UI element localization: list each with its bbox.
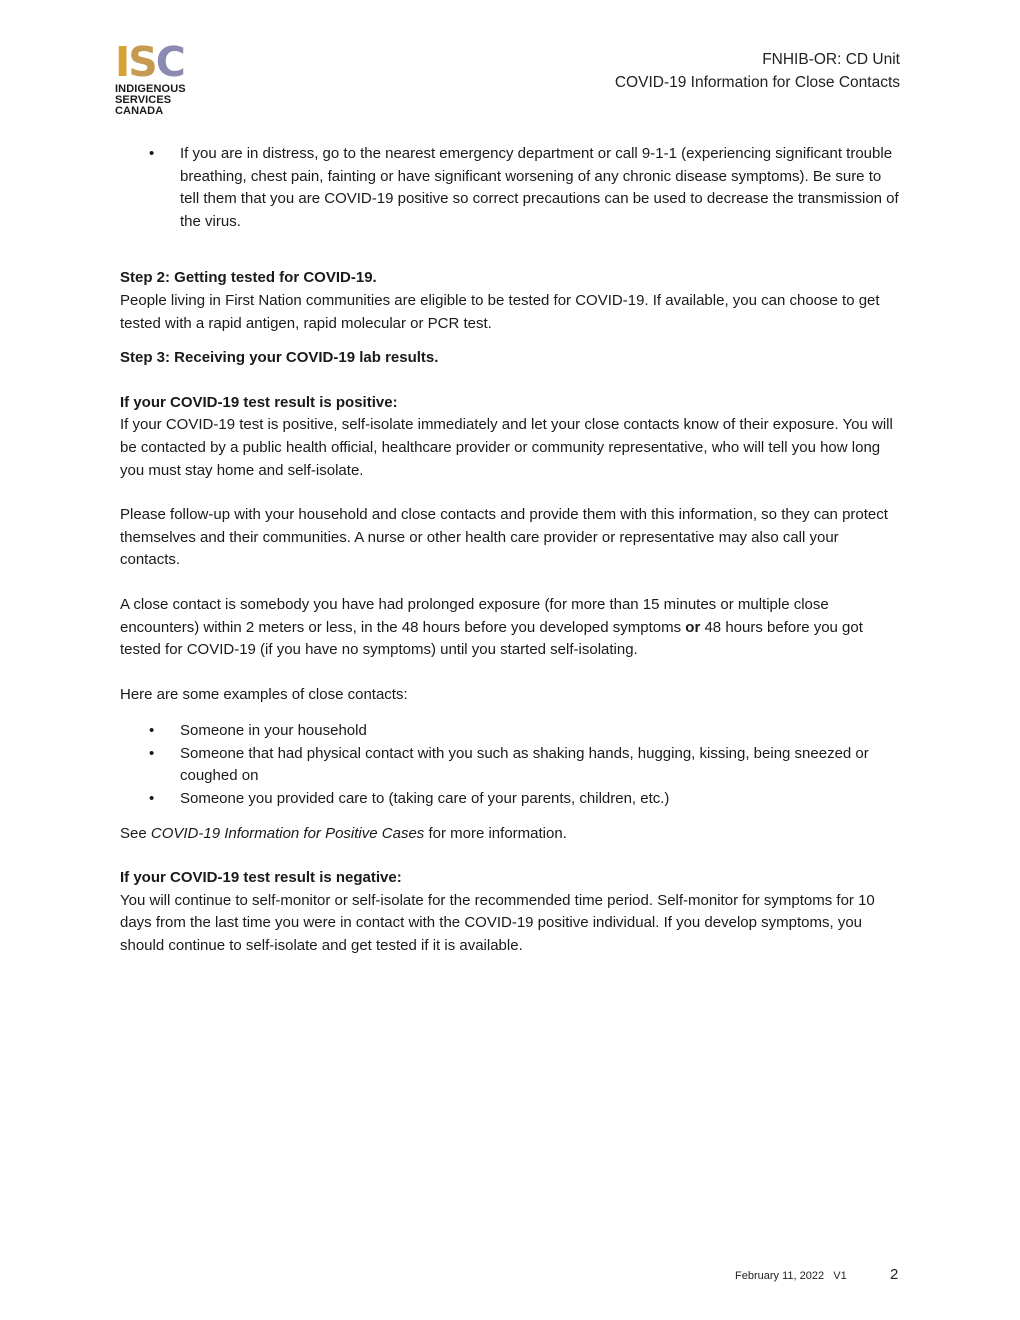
see-text-start: See xyxy=(120,824,151,842)
example-3-text: Someone you provided care to (taking care of your parents, children, etc.) xyxy=(180,790,670,808)
step2-heading: Step 2: Getting tested for COVID-19. xyxy=(120,269,377,287)
logo-line-1: INDIGENOUS xyxy=(115,83,186,95)
positive-cases-doc-reference: COVID-19 Information for Positive Cases xyxy=(150,824,425,842)
logo-letter-i: I xyxy=(115,38,129,86)
document-body xyxy=(120,143,900,958)
bullet-icon: • xyxy=(149,790,155,808)
step3-heading: Step 3: Receiving your COVID-19 lab results. xyxy=(120,349,439,367)
logo-line-2: SERVICES xyxy=(115,94,172,106)
footer-date-version xyxy=(735,1270,847,1282)
list-item xyxy=(120,743,900,788)
page-header xyxy=(615,48,900,94)
definition-text-start: A close contact is somebody you have had prolonged exposure (for more than 15 minutes or multiple close encounters) within 2 meters or less, in the 48 hours before you developed symptoms xyxy=(120,595,829,636)
footer-version: V1 xyxy=(833,1270,847,1282)
list-item xyxy=(120,788,900,811)
positive-paragraph-1: If your COVID-19 test is positive, self-isolate immediately and let your close contacts know of their exposure. You will be contacted by a public health official, healthcare provider or community representative, who will tell you how long you must stay home and self-isolate. xyxy=(120,416,893,479)
logo-letter-s: S xyxy=(128,38,156,86)
logo-line-3: CANADA xyxy=(115,105,164,117)
negative-heading: If your COVID-19 test result is negative: xyxy=(120,869,402,887)
page-number: 2 xyxy=(890,1266,899,1283)
close-contact-examples xyxy=(120,720,900,810)
negative-text: You will continue to self-monitor or self-isolate for the recommended time period. Self-monitor for symptoms for 10 days from the last time you were in contact with the COVID-19 positive individual. If you develop symptoms, you should continue to self-isolate and get tested if it is available. xyxy=(120,891,875,955)
list-item xyxy=(120,720,900,743)
bullet-icon: • xyxy=(149,722,155,740)
distress-bullet-text: If you are in distress, go to the nearest emergency department or call 9-1-1 (experiencing significant trouble breathing, chest pain, fainting or have significant worsening of any chronic disease symptoms). Be sure to tell them that you are COVID-19 positive so correct precautions can be used to decrease the transmission of the virus. xyxy=(180,145,899,230)
header-doc-title: COVID-19 Information for Close Contacts xyxy=(614,74,900,91)
definition-bold-or: or xyxy=(685,618,701,636)
see-text-end: for more information. xyxy=(424,824,567,842)
list-item xyxy=(120,143,900,233)
example-1-text: Someone in your household xyxy=(180,722,367,740)
step2-text: People living in First Nation communities are eligible to be tested for COVID-19. If available, you can choose to get tested with a rapid antigen, rapid molecular or PCR test. xyxy=(120,291,880,332)
examples-intro: Here are some examples of close contacts: xyxy=(120,685,408,703)
logo-mark xyxy=(115,38,235,86)
close-contact-definition xyxy=(120,594,900,662)
header-unit: FNHIB-OR: CD Unit xyxy=(762,51,900,68)
see-reference xyxy=(120,823,900,846)
positive-heading: If your COVID-19 test result is positive: xyxy=(120,393,398,411)
footer-date: February 11, 2022 xyxy=(735,1270,825,1282)
distress-bullet-list xyxy=(120,143,900,233)
definition-text-end: 48 hours before you got tested for COVID-19 (if you have no symptoms) until you started self-isolating. xyxy=(120,618,863,659)
logo-wordmark xyxy=(115,84,235,117)
example-2-text: Someone that had physical contact with you such as shaking hands, hugging, kissing, being sneezed or coughed on xyxy=(180,744,869,785)
bullet-icon: • xyxy=(149,744,155,762)
bullet-icon: • xyxy=(149,145,155,162)
positive-paragraph-2: Please follow-up with your household and close contacts and provide them with this information, so they can protect themselves and their communities. A nurse or other health care provider or representative may also call your contacts. xyxy=(120,506,888,569)
isc-logo xyxy=(115,38,235,117)
logo-letter-c: C xyxy=(155,38,184,86)
